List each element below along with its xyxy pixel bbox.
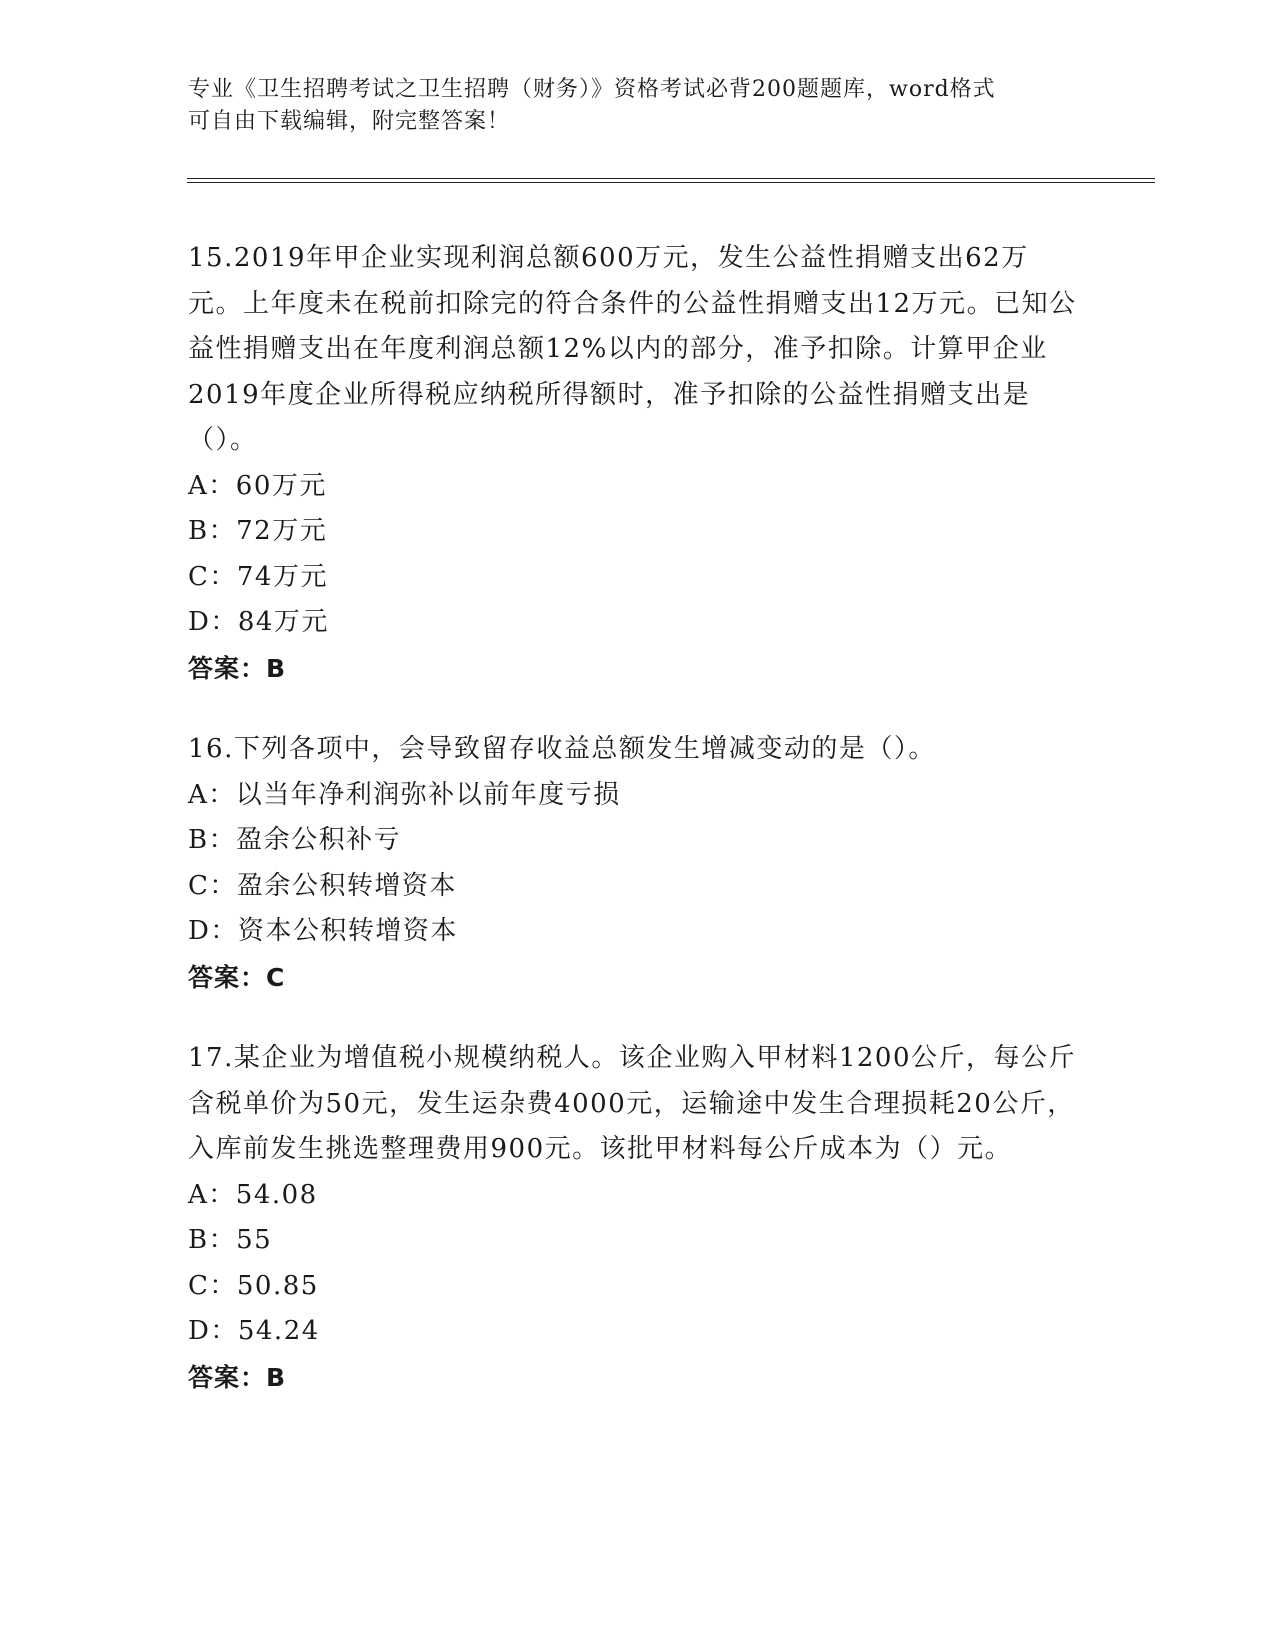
question-15 — [188, 236, 1078, 691]
header-line-1: 专业《卫生招聘考试之卫生招聘（财务）》资格考试必背200题题库，word格式 — [188, 77, 996, 102]
option-c: C：74万元 — [188, 561, 328, 592]
question-stem: 16.下列各项中，会导致留存收益总额发生增减变动的是（）。 — [188, 734, 936, 764]
question-stem: 17.某企业为增值税小规模纳税人。该企业购入甲材料1200公斤，每公斤含税单价为50元，发生运杂费4000元，运输途中发生合理损耗20公斤，入库前发生挑选整理费用900元。该批甲材料每公斤成本为（）元。 — [188, 1043, 1077, 1164]
option-d: D：资本公积转增资本 — [188, 916, 458, 946]
question-stem: 15.2019年甲企业实现利润总额600万元，发生公益性捐赠支出62万元。上年度未在税前扣除完的符合条件的公益性捐赠支出12万元。已知公益性捐赠支出在年度利润总额12%以内的部分，准予扣除。计算甲企业2019年度企业所得税应纳税所得额时，准予扣除的公益性捐赠支出是（）。 — [188, 243, 1077, 455]
option-d: D：54.24 — [188, 1316, 320, 1346]
option-a: A：54.08 — [188, 1179, 318, 1210]
option-c: C：盈余公积转增资本 — [188, 870, 457, 901]
option-d: D：84万元 — [188, 607, 329, 637]
option-a: A：以当年净利润弥补以前年度亏损 — [188, 779, 621, 810]
option-c: C：50.85 — [188, 1270, 319, 1301]
question-list — [188, 236, 1078, 1436]
option-a: A：60万元 — [188, 470, 327, 501]
question-17 — [188, 1036, 1078, 1400]
header-line-2: 可自由下载编辑，附完整答案！ — [188, 109, 511, 134]
option-b: B：55 — [188, 1225, 273, 1255]
header-divider — [187, 178, 1155, 183]
question-16 — [188, 727, 1078, 1000]
option-b: B：盈余公积补亏 — [188, 825, 402, 855]
answer-line: 答案：B — [188, 1362, 287, 1392]
option-b: B：72万元 — [188, 516, 328, 546]
document-header — [188, 74, 1068, 138]
answer-line: 答案：B — [188, 653, 287, 683]
answer-line: 答案：C — [188, 962, 286, 992]
